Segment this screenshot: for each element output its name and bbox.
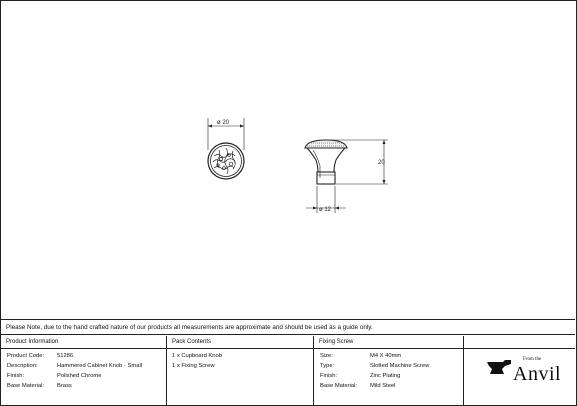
product-info-row xyxy=(7,361,143,371)
product-info-label: Base Material: xyxy=(7,383,45,389)
product-info-value: Polished Chrome xyxy=(57,373,102,379)
anvil-logo xyxy=(483,350,571,390)
logo-heading-cell xyxy=(463,336,575,349)
column-divider xyxy=(166,336,167,405)
logo-tagline: From the xyxy=(523,357,542,362)
measurement-note: Please Note, due to the hand crafted nature of our products all measurements are approximate and should be used as a guide only. xyxy=(0,319,575,335)
logo-brand: Anvil xyxy=(513,363,562,385)
fixing-screw-value: Slotted Machine Screw xyxy=(370,363,430,369)
product-info-value: 51286 xyxy=(57,353,74,359)
pack-contents-item: 1 x Cupboard Knob xyxy=(172,353,222,359)
fixing-screw-row xyxy=(320,361,430,371)
product-info-label: Finish: xyxy=(7,373,25,379)
product-info-row xyxy=(7,351,74,361)
pack-contents-item: 1 x Fixing Screw xyxy=(172,363,215,369)
column-divider xyxy=(463,336,464,405)
pack-contents-heading: Pack Contents xyxy=(166,336,313,349)
side-view-height-label: 20 xyxy=(378,160,385,166)
fixing-screw-label: Finish: xyxy=(320,373,338,379)
product-info-label: Product Code: xyxy=(7,353,45,359)
fixing-screw-label: Type: xyxy=(320,363,335,369)
product-info-label: Description: xyxy=(7,363,38,369)
fixing-screw-row xyxy=(320,371,401,381)
product-info-row xyxy=(7,381,72,391)
fixing-screw-row xyxy=(320,381,396,391)
fixing-screw-label: Size: xyxy=(320,353,333,359)
product-information-heading: Product Information xyxy=(0,336,166,349)
column-divider xyxy=(313,336,314,405)
fixing-screw-value: Mild Steel xyxy=(370,383,396,389)
fixing-screw-value: M4 X 40mm xyxy=(370,353,402,359)
product-info-row xyxy=(7,371,102,381)
top-view xyxy=(208,118,244,179)
anvil-icon xyxy=(487,360,511,374)
fixing-screw-value: Zinc Plating xyxy=(370,373,401,379)
side-view xyxy=(305,140,388,213)
fixing-screw-label: Base Material: xyxy=(320,383,358,389)
product-info-value: Brass xyxy=(57,383,72,389)
top-view-dimension-label: ø 20 xyxy=(217,120,230,126)
product-info-value: Hammered Cabinet Knob - Small xyxy=(57,363,143,369)
fixing-screw-heading: Fixing Screw xyxy=(313,336,463,349)
fixing-screw-row xyxy=(320,351,402,361)
side-view-base-dimension-label: ø 12 xyxy=(319,207,332,213)
